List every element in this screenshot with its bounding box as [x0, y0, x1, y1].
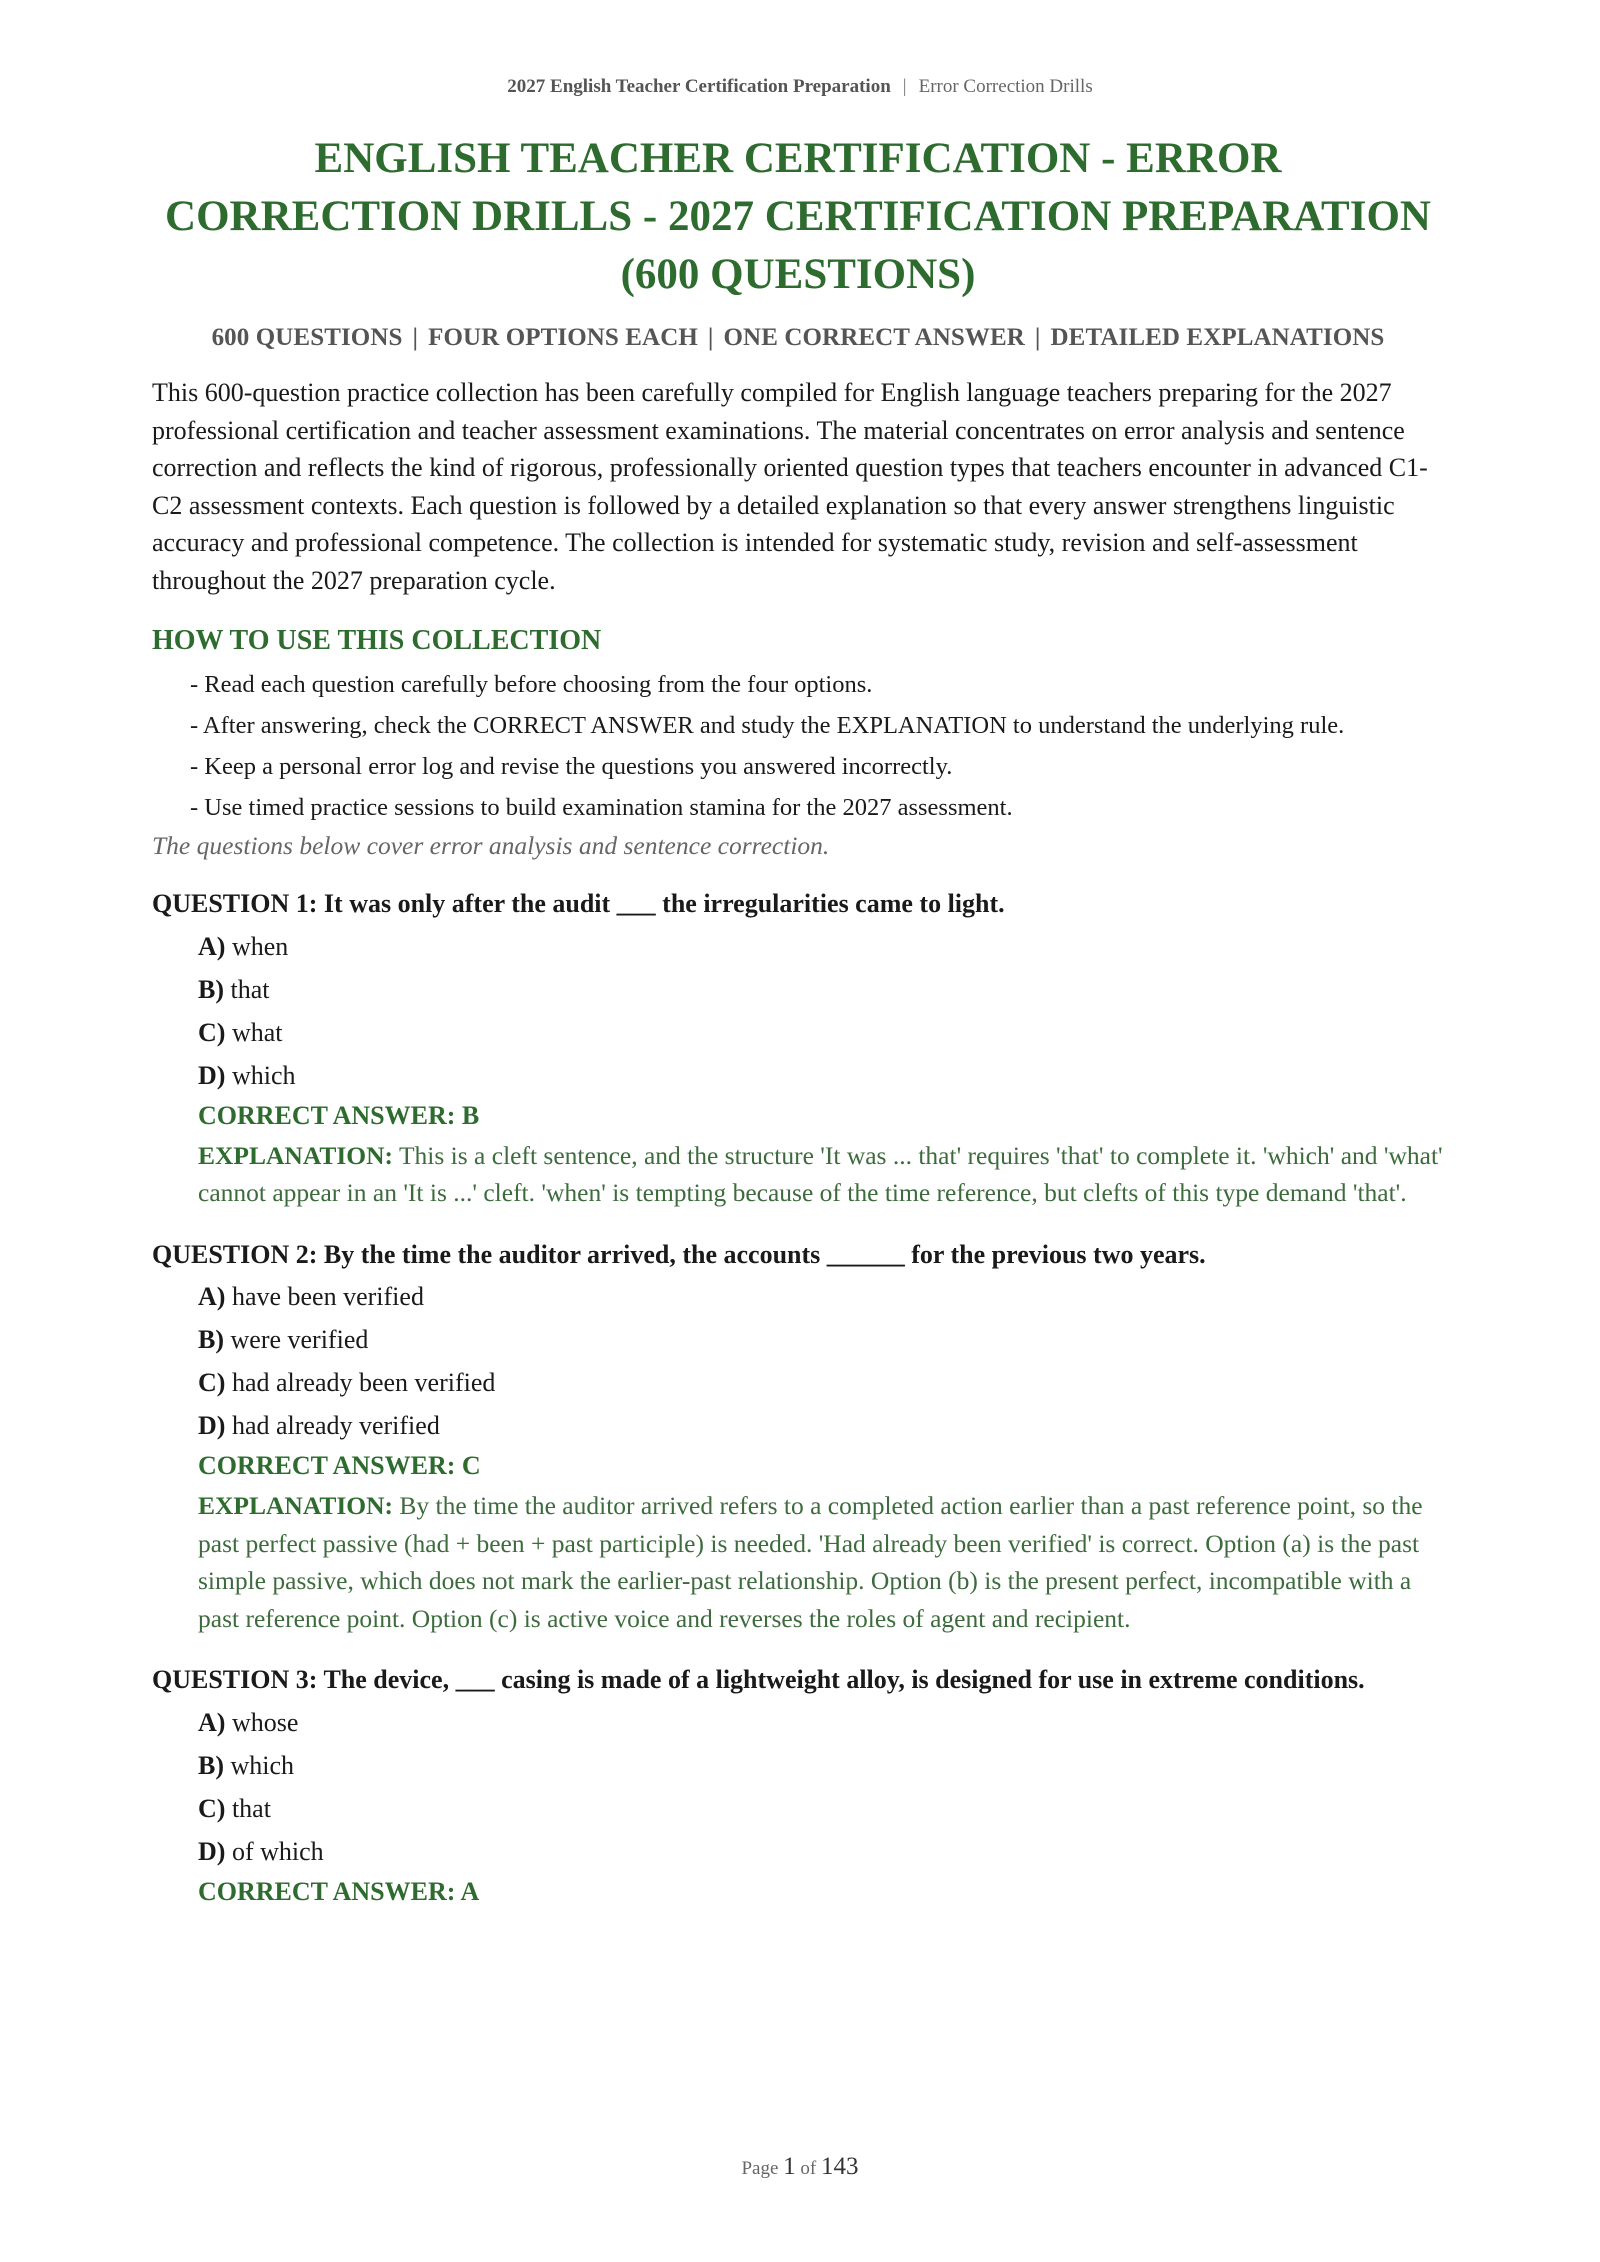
running-header-title: 2027 English Teacher Certification Preparation — [507, 76, 891, 97]
option-text: whose — [231, 1707, 299, 1737]
option-list — [152, 1279, 1444, 1444]
option-text: had already verified — [231, 1411, 440, 1440]
option-letter: B) — [198, 974, 224, 1004]
explanation-text: By the time the auditor arrived refers to a completed action earlier than a past reference point, so the past perfect passive (had + been + past participle) is needed. 'Had already been verified' is correct. Option (a) is the past simple passive, which does not mark the earlier-past relationship. Option (b) is the present perfect, incompatible with a past reference point. Option (c) is active voice and reverses the roles of agent and recipient. — [198, 1491, 1423, 1633]
question-2 — [152, 1236, 1444, 1638]
question-number: QUESTION 2: — [152, 1239, 318, 1269]
option-d — [152, 1834, 1444, 1870]
correct-answer: CORRECT ANSWER: C — [198, 1451, 481, 1480]
subtitle-item: 600 QUESTIONS — [211, 324, 403, 351]
explanation-label: EXPLANATION: — [198, 1491, 394, 1520]
option-list — [152, 1705, 1444, 1870]
option-a — [152, 929, 1444, 965]
option-a — [152, 1279, 1444, 1315]
option-b — [152, 972, 1444, 1008]
explanation — [152, 1137, 1444, 1212]
option-letter: C) — [198, 1793, 226, 1823]
option-letter: A) — [198, 1282, 226, 1311]
subtitle-item: ONE CORRECT ANSWER — [723, 324, 1025, 351]
howto-item: - Use timed practice sessions to build examination stamina for the 2027 assessment. — [190, 794, 1013, 821]
option-letter: D) — [198, 1836, 226, 1866]
subtitle-separator: | — [1034, 324, 1041, 351]
option-letter: C) — [198, 1368, 226, 1397]
explanation-text: This is a cleft sentence, and the structure 'It was ... that' requires 'that' to complete it. 'which' and 'what' cannot appear in an 'It is ...' cleft. 'when' is tempting because of the time reference, but clefts of this type demand 'that'. — [198, 1140, 1443, 1207]
question-stem — [152, 885, 1444, 923]
howto-note: The questions below cover error analysis and sentence correction. — [152, 831, 830, 860]
option-d — [152, 1408, 1444, 1444]
option-letter: A) — [198, 1707, 226, 1737]
page-word: Page — [741, 2158, 779, 2179]
option-b — [152, 1748, 1444, 1784]
subtitle-item: DETAILED EXPLANATIONS — [1050, 324, 1385, 351]
howto-item: - Read each question carefully before choosing from the four options. — [190, 671, 873, 698]
document-subtitle — [152, 324, 1444, 352]
option-text: what — [231, 1017, 283, 1047]
question-3 — [152, 1661, 1444, 1907]
option-text: that — [231, 1793, 271, 1823]
page-total: 143 — [821, 2153, 859, 2180]
subtitle-separator: | — [412, 324, 419, 351]
subtitle-separator: | — [707, 324, 714, 351]
running-header — [0, 76, 1600, 98]
question-text: It was only after the audit ___ the irregularities came to light. — [323, 889, 1005, 918]
howto-heading: HOW TO USE THIS COLLECTION — [152, 625, 602, 656]
option-text: were verified — [230, 1325, 369, 1354]
question-stem — [152, 1236, 1444, 1274]
option-c — [152, 1365, 1444, 1401]
question-number: QUESTION 3: — [152, 1665, 318, 1694]
option-letter: D) — [198, 1411, 226, 1440]
question-number: QUESTION 1: — [152, 889, 318, 918]
option-text: that — [230, 974, 270, 1004]
question-stem — [152, 1661, 1444, 1699]
option-letter: A) — [198, 931, 226, 961]
option-text: have been verified — [231, 1282, 424, 1311]
running-header-section: Error Correction Drills — [918, 76, 1093, 97]
option-text: which — [231, 1060, 296, 1090]
option-c — [152, 1791, 1444, 1827]
running-header-separator: | — [902, 76, 907, 97]
option-d — [152, 1058, 1444, 1094]
option-letter: D) — [198, 1060, 226, 1090]
page-number: 1 — [783, 2153, 796, 2180]
howto-item: - Keep a personal error log and revise the questions you answered incorrectly. — [190, 753, 953, 780]
question-1 — [152, 885, 1444, 1212]
option-text: of which — [231, 1836, 324, 1866]
option-a — [152, 1705, 1444, 1741]
question-text: The device, ___ casing is made of a lightweight alloy, is designed for use in extreme conditions. — [323, 1665, 1365, 1694]
howto-item: - After answering, check the CORRECT ANSWER and study the EXPLANATION to understand the underlying rule. — [190, 712, 1345, 739]
page-footer — [0, 2153, 1600, 2181]
correct-answer: CORRECT ANSWER: B — [198, 1100, 480, 1130]
intro-paragraph: This 600-question practice collection has been carefully compiled for English language teachers preparing for the 2027 professional certification and teacher assessment examinations. The material concentrates on error analysis and sentence correction and reflects the kind of rigorous, professionally oriented question types that teachers encounter in advanced C1-C2 assessment contexts. Each question is followed by a detailed explanation so that every answer strengthens linguistic accuracy and professional competence. The collection is intended for systematic study, revision and self-assessment throughout the 2027 preparation cycle. — [152, 378, 1428, 595]
of-word: of — [800, 2158, 817, 2179]
option-text: which — [230, 1750, 295, 1780]
subtitle-item: FOUR OPTIONS EACH — [428, 324, 698, 351]
option-letter: B) — [198, 1750, 224, 1780]
correct-answer: CORRECT ANSWER: A — [198, 1876, 480, 1906]
option-text: when — [231, 931, 289, 961]
explanation — [152, 1487, 1444, 1637]
howto-list — [152, 667, 1444, 826]
question-text: By the time the auditor arrived, the accounts ______ for the previous two years. — [323, 1239, 1206, 1269]
option-text: had already been verified — [231, 1368, 496, 1397]
document-title: ENGLISH TEACHER CERTIFICATION - ERROR CORRECTION DRILLS - 2027 CERTIFICATION PREPARATION (600 QUESTIONS) — [165, 135, 1431, 298]
option-letter: B) — [198, 1325, 224, 1354]
option-letter: C) — [198, 1017, 226, 1047]
option-list — [152, 929, 1444, 1094]
page-content — [152, 130, 1444, 1907]
option-b — [152, 1322, 1444, 1358]
explanation-label: EXPLANATION: — [198, 1140, 394, 1170]
option-c — [152, 1015, 1444, 1051]
